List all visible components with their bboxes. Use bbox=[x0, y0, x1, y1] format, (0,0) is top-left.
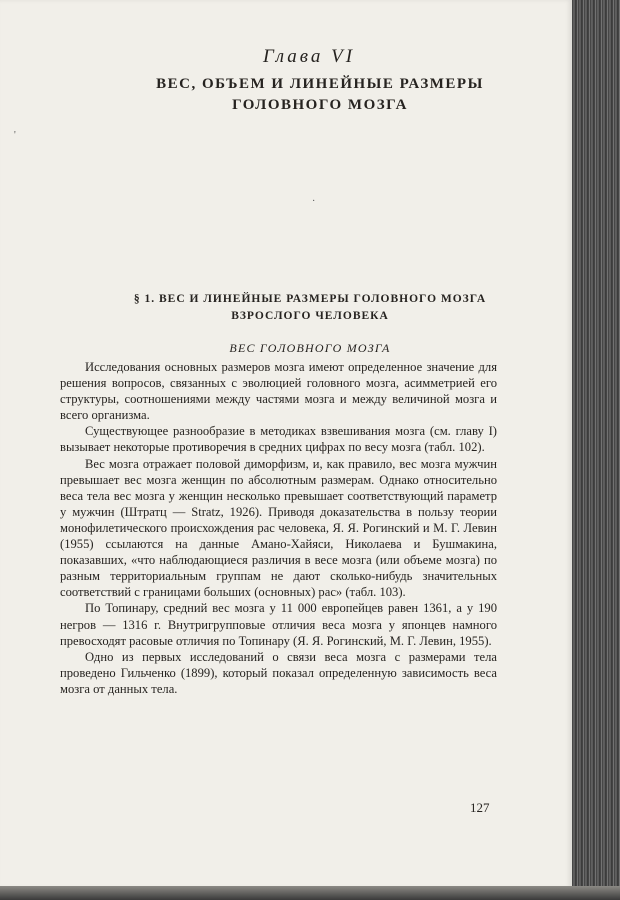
chapter-title-line: ГОЛОВНОГО МОЗГА bbox=[232, 97, 408, 113]
margin-mark: ' bbox=[14, 130, 16, 141]
chapter-title-line: ВЕС, ОБЪЕМ И ЛИНЕЙНЫЕ РАЗМЕРЫ bbox=[156, 76, 484, 92]
book-page-edges bbox=[572, 0, 620, 900]
body-text bbox=[60, 359, 497, 697]
paragraph: Одно из первых исследований о связи веса мозга с размерами тела проведено Гильченко (1899), который показал определенную зависимость веса мозга от данных тела. bbox=[60, 649, 497, 696]
margin-mark: · bbox=[312, 196, 316, 207]
section-heading-line: ВЗРОСЛОГО ЧЕЛОВЕКА bbox=[231, 310, 389, 322]
chapter-title bbox=[60, 74, 580, 116]
chapter-label: Глава VI bbox=[262, 46, 356, 67]
section-heading bbox=[60, 291, 560, 325]
page-number: 127 bbox=[470, 800, 490, 815]
paragraph: Исследования основных размеров мозга имеют определенное значение для решения вопросов, связанных с эволюцией головного мозга, асимметрией его структуры, соотношениями между частями мозга и между величиной мозга и всего организма. bbox=[60, 360, 497, 423]
paragraph: Вес мозга отражает половой диморфизм, и, как правило, вес мозга мужчин превышает вес мозга женщин по абсолютным размерам. Однако относительно веса тела вес мозга у женщин несколько превышает соответствующий параметр у мужчин (Штратц — Stratz, 1926). Приводя доказательства в пользу теории монофилетического происхождения рас человека, Я. Я. Рогинский и М. Г. Левин (1955) ссылаются на данные Амано-Хайяси, Николаева и Бушмакина, показавших, «что наблюдающиеся различия в весе мозга (или объеме мозга) по разным территориальным группам не дают сколько-нибудь значительных соответствий с границами больших (основных) рас» (табл. 103). bbox=[60, 456, 497, 600]
section-heading-line: § 1. ВЕС И ЛИНЕЙНЫЕ РАЗМЕРЫ ГОЛОВНОГО МОЗГА bbox=[133, 293, 487, 305]
subsection-title: ВЕС ГОЛОВНОГО МОЗГА bbox=[229, 341, 391, 355]
book-bottom-edge bbox=[0, 886, 620, 900]
paragraph: По Топинару, средний вес мозга у 11 000 европейцев равен 1361, а у 190 негров — 1316 г. Внутригрупповые отличия веса мозга у японцев намного превосходят расовые отличия по Топинару (Я. Я. Рогинский, М. Г. Левин, 1955). bbox=[60, 601, 497, 648]
paragraph: Существующее разнообразие в методиках взвешивания мозга (см. главу I) вызывает некоторые противоречия в средних цифрах по весу мозга (табл. 102). bbox=[60, 424, 497, 455]
